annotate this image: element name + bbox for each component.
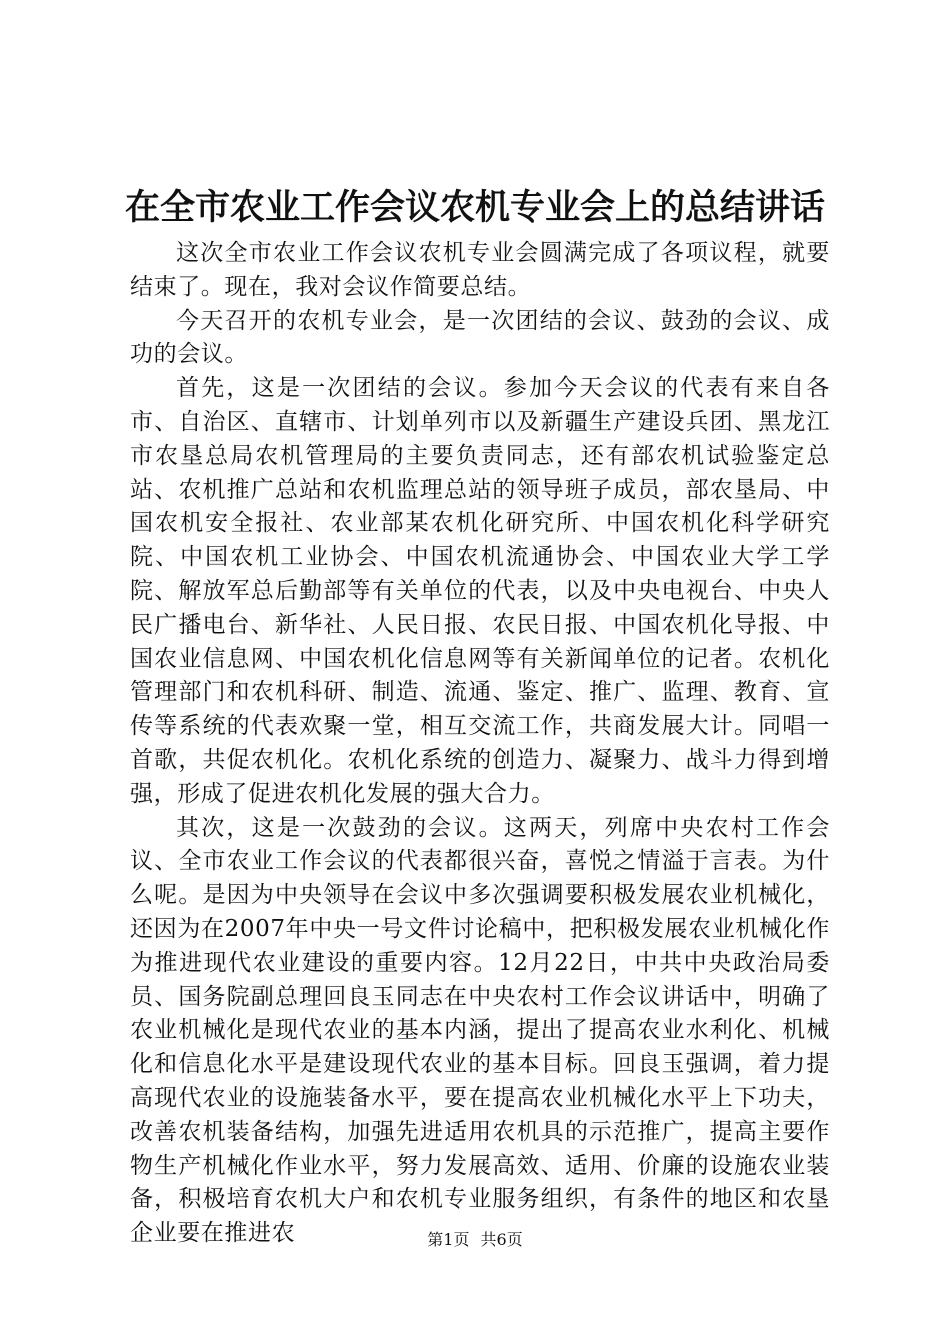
page-number: 第1页 [427, 1230, 470, 1249]
paragraph: 其次，这是一次鼓劲的会议。这两天，列席中央农村工作会议、全市农业工作会议的代表都很兴奋，喜悦之情溢于言表。为什么呢。是因为中央领导在会议中多次强调要积极发展农业机械化，还因为在2007年中央一号文件讨论稿中，把积极发展农业机械化作为推进现代农业建设的重要内容。12月22日，中共中央政治局委员、国务院副总理回良玉同志在中央农村工作会议讲话中，明确了农业机械化是现代农业的基本内涵，提出了提高农业水利化、机械化和信息化水平是建设现代农业的基本目标。回良玉强调，着力提高现代农业的设施装备水平，要在提高农业机械化水平上下功夫，改善农机装备结构，加强先进适用农机具的示范推广，提高主要作物生产机械化作业水平，努力发展高效、适用、价廉的设施农业装备，积极培育农机大户和农机专业服务组织，有条件的地区和农垦企业要在推进农 [130, 814, 830, 1247]
paragraph: 今天召开的农机专业会，是一次团结的会议、鼓劲的会议、成功的会议。 [130, 307, 830, 368]
paragraph: 这次全市农业工作会议农机专业会圆满完成了各项议程，就要结束了。现在，我对会议作简要总结。 [130, 240, 830, 300]
page-footer [0, 1228, 950, 1252]
paragraph: 首先，这是一次团结的会议。参加今天会议的代表有来自各市、自治区、直辖市、计划单列市以及新疆生产建设兵团、黑龙江市农垦总局农机管理局的主要负责同志，还有部农机试验鉴定总站、农机推广总站和农机监理总站的领导班子成员，部农垦局、中国农机安全报社、农业部某农机化研究所、中国农机化科学研究院、中国农机工业协会、中国农机流通协会、中国农业大学工学院、解放军总后勤部等有关单位的代表，以及中央电视台、中央人民广播电台、新华社、人民日报、农民日报、中国农机化导报、中国农业信息网、中国农机化信息网等有关新闻单位的记者。农机化管理部门和农机科研、制造、流通、鉴定、推广、监理、教育、宣传等系统的代表欢聚一堂，相互交流工作，共商发展大计。同唱一首歌，共促农机化。农机化系统的创造力、凝聚力、战斗力得到增强，形成了促进农机化发展的强大合力。 [130, 375, 830, 807]
page-total: 共6页 [480, 1230, 523, 1249]
document-body [130, 237, 830, 1251]
document-title: 在全市农业工作会议农机专业会上的总结讲话 [124, 188, 825, 228]
